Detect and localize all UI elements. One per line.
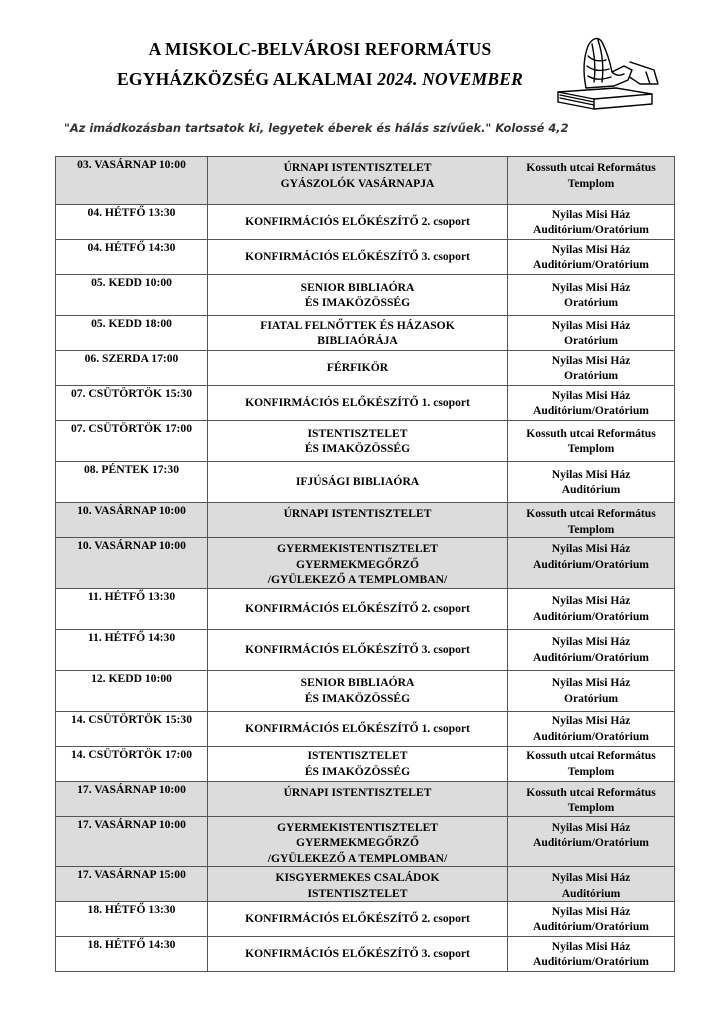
row-date: 18. HÉTFŐ 14:30 — [56, 937, 208, 972]
row-event — [208, 629, 508, 670]
event-line: GYERMEKISTENTISZTELET — [276, 820, 439, 834]
row-date: 04. HÉTFŐ 14:30 — [56, 240, 208, 275]
row-location — [508, 588, 675, 629]
schedule-row — [56, 275, 675, 316]
location-line: Auditórium/Oratórium — [533, 609, 649, 623]
row-date: 17. VASÁRNAP 15:00 — [56, 867, 208, 902]
event-line: ÉS IMAKÖZÖSSÉG — [304, 691, 411, 705]
row-location — [508, 462, 675, 503]
row-location — [508, 902, 675, 937]
schedule-row — [56, 781, 675, 816]
location-line: Nyilas Misi Ház — [551, 467, 631, 481]
event-line: KONFIRMÁCIÓS ELŐKÉSZÍTŐ 3. csoport — [245, 250, 470, 264]
location-line: Oratórium — [563, 334, 619, 347]
location-line: Nyilas Misi Ház — [551, 242, 631, 256]
title-line-1: A MISKOLC-BELVÁROSI REFORMÁTUS — [148, 39, 492, 59]
event-line: ÉS IMAKÖZÖSSÉG — [304, 296, 411, 309]
location-line: Auditórium/Oratórium — [533, 955, 649, 968]
row-date: 04. HÉTFŐ 13:30 — [56, 205, 208, 240]
event-line: KONFIRMÁCIÓS ELŐKÉSZÍTŐ 1. csoport — [245, 396, 470, 410]
row-location — [508, 503, 675, 538]
row-event — [208, 937, 508, 972]
location-line: Kossuth utcai Református — [526, 749, 656, 762]
location-line: Kossuth utcai Református — [526, 426, 656, 440]
location-line: Nyilas Misi Ház — [551, 353, 631, 367]
event-line: ÉS IMAKÖZÖSSÉG — [304, 442, 411, 455]
row-date: 17. VASÁRNAP 10:00 — [56, 781, 208, 816]
location-line: Auditórium — [561, 483, 621, 496]
schedule-row — [56, 205, 675, 240]
row-location — [508, 816, 675, 867]
row-location — [508, 670, 675, 711]
event-line: ISTENTISZTELET — [307, 426, 408, 440]
event-line: ÚRNAPI ISTENTISZTELET — [283, 785, 432, 799]
location-line: Nyilas Misi Ház — [551, 318, 631, 332]
location-line: Auditórium/Oratórium — [533, 223, 649, 236]
schedule-row — [56, 386, 675, 421]
event-line: GYERMEKMEGŐRZŐ — [295, 557, 420, 571]
event-line: KONFIRMÁCIÓS ELŐKÉSZÍTŐ 2. csoport — [245, 601, 470, 615]
bible-quote: "Az imádkozásban tartsatok ki, legyetek éberek és hálás szívűek." Kolossé 4,2 — [64, 121, 569, 135]
location-line: Nyilas Misi Ház — [551, 871, 631, 884]
title-line-2 — [40, 64, 600, 94]
event-line: FIATAL FELNŐTTEK ÉS HÁZASOK — [260, 318, 455, 332]
event-line: FÉRFIKÖR — [326, 361, 389, 375]
location-line: Nyilas Misi Ház — [551, 676, 631, 689]
location-line: Auditórium — [561, 886, 621, 900]
row-location — [508, 711, 675, 746]
location-line: Templom — [567, 764, 615, 778]
location-line: Templom — [567, 176, 615, 190]
location-line: Kossuth utcai Református — [526, 507, 656, 520]
location-line: Oratórium — [563, 369, 619, 382]
location-line: Nyilas Misi Ház — [551, 820, 631, 834]
row-event — [208, 867, 508, 902]
row-location — [508, 937, 675, 972]
event-line: ÚRNAPI ISTENTISZTELET — [283, 161, 432, 174]
row-event — [208, 386, 508, 421]
schedule-table — [55, 156, 675, 972]
row-event — [208, 902, 508, 937]
schedule-row — [56, 902, 675, 937]
row-location — [508, 316, 675, 351]
row-location — [508, 275, 675, 316]
row-location — [508, 386, 675, 421]
location-line: Auditórium/Oratórium — [533, 729, 649, 743]
row-date: 05. KEDD 10:00 — [56, 275, 208, 316]
row-event — [208, 538, 508, 589]
schedule-row — [56, 351, 675, 386]
location-line: Nyilas Misi Ház — [551, 594, 631, 607]
row-event — [208, 240, 508, 275]
row-event — [208, 275, 508, 316]
event-line: KONFIRMÁCIÓS ELŐKÉSZÍTŐ 1. csoport — [245, 721, 470, 735]
row-event — [208, 421, 508, 462]
schedule-row — [56, 462, 675, 503]
row-date: 08. PÉNTEK 17:30 — [56, 462, 208, 503]
event-line: /GYÜLEKEZŐ A TEMPLOMBAN/ — [267, 573, 448, 586]
schedule-row — [56, 157, 675, 205]
row-location — [508, 240, 675, 275]
event-line: ISTENTISZTELET — [307, 886, 408, 900]
row-date: 11. HÉTFŐ 14:30 — [56, 629, 208, 670]
row-location — [508, 746, 675, 781]
location-line: Nyilas Misi Ház — [551, 388, 631, 402]
row-location — [508, 538, 675, 589]
row-date: 07. CSÜTÖRTÖK 17:00 — [56, 421, 208, 462]
event-line: ISTENTISZTELET — [307, 749, 408, 762]
row-event — [208, 157, 508, 205]
event-line: BIBLIAÓRÁJA — [317, 334, 398, 347]
location-line: Nyilas Misi Ház — [551, 542, 631, 555]
row-event — [208, 503, 508, 538]
schedule-body — [56, 157, 675, 972]
location-line: Nyilas Misi Ház — [551, 714, 631, 727]
event-line: KISGYERMEKES CSALÁDOK — [275, 871, 440, 884]
schedule-row — [56, 816, 675, 867]
location-line: Nyilas Misi Ház — [551, 207, 631, 221]
schedule-row — [56, 240, 675, 275]
schedule-row — [56, 316, 675, 351]
schedule-row — [56, 588, 675, 629]
row-event — [208, 462, 508, 503]
location-line: Auditórium/Oratórium — [533, 836, 649, 849]
location-line: Auditórium/Oratórium — [533, 404, 649, 417]
event-line: GYERMEKMEGŐRZŐ — [295, 836, 420, 849]
row-date: 11. HÉTFŐ 13:30 — [56, 588, 208, 629]
row-location — [508, 781, 675, 816]
schedule-row — [56, 629, 675, 670]
row-event — [208, 816, 508, 867]
row-date: 05. KEDD 18:00 — [56, 316, 208, 351]
row-date: 14. CSÜTÖRTÖK 17:00 — [56, 746, 208, 781]
event-line: ÉS IMAKÖZÖSSÉG — [304, 764, 411, 778]
row-event — [208, 588, 508, 629]
location-line: Nyilas Misi Ház — [551, 904, 631, 918]
row-event — [208, 670, 508, 711]
schedule-row — [56, 711, 675, 746]
row-location — [508, 867, 675, 902]
row-date: 12. KEDD 10:00 — [56, 670, 208, 711]
event-line: IFJÚSÁGI BIBLIAÓRA — [295, 475, 420, 489]
event-line: ÚRNAPI ISTENTISZTELET — [283, 507, 432, 520]
location-line: Auditórium/Oratórium — [533, 258, 649, 271]
title-date: 2024. NOVEMBER — [377, 69, 523, 89]
schedule-row — [56, 867, 675, 902]
location-line: Auditórium/Oratórium — [533, 920, 649, 933]
location-line: Nyilas Misi Ház — [551, 280, 631, 294]
row-location — [508, 351, 675, 386]
location-line: Kossuth utcai Református — [526, 161, 656, 174]
location-line: Oratórium — [563, 691, 619, 705]
schedule-row — [56, 746, 675, 781]
schedule-row — [56, 421, 675, 462]
location-line: Oratórium — [563, 296, 619, 309]
location-line: Nyilas Misi Ház — [551, 939, 631, 953]
location-line: Auditórium/Oratórium — [533, 557, 649, 571]
schedule-row — [56, 503, 675, 538]
page-title — [40, 34, 600, 94]
event-line: SENIOR BIBLIAÓRA — [300, 280, 415, 294]
row-date: 03. VASÁRNAP 10:00 — [56, 157, 208, 205]
location-line: Templom — [567, 442, 615, 455]
row-event — [208, 711, 508, 746]
row-event — [208, 746, 508, 781]
event-line: /GYÜLEKEZŐ A TEMPLOMBAN/ — [267, 851, 448, 865]
row-location — [508, 157, 675, 205]
row-location — [508, 421, 675, 462]
event-line: KONFIRMÁCIÓS ELŐKÉSZÍTŐ 3. csoport — [245, 947, 470, 961]
event-line: GYERMEKISTENTISZTELET — [276, 542, 439, 555]
row-event — [208, 781, 508, 816]
event-line: KONFIRMÁCIÓS ELŐKÉSZÍTŐ 3. csoport — [245, 642, 470, 656]
row-date: 10. VASÁRNAP 10:00 — [56, 503, 208, 538]
schedule-row — [56, 670, 675, 711]
row-date: 06. SZERDA 17:00 — [56, 351, 208, 386]
row-date: 17. VASÁRNAP 10:00 — [56, 816, 208, 867]
row-date: 18. HÉTFŐ 13:30 — [56, 902, 208, 937]
row-event — [208, 316, 508, 351]
row-location — [508, 205, 675, 240]
event-line: KONFIRMÁCIÓS ELŐKÉSZÍTŐ 2. csoport — [245, 912, 470, 926]
row-location — [508, 629, 675, 670]
schedule-row — [56, 538, 675, 589]
title-prefix: EGYHÁZKÖZSÉG ALKALMAI — [117, 69, 378, 89]
location-line: Auditórium/Oratórium — [533, 650, 649, 664]
row-date: 14. CSÜTÖRTÖK 15:30 — [56, 711, 208, 746]
row-date: 10. VASÁRNAP 10:00 — [56, 538, 208, 589]
event-line: KONFIRMÁCIÓS ELŐKÉSZÍTŐ 2. csoport — [245, 215, 470, 229]
praying-hands-on-bible-icon — [554, 32, 664, 116]
event-line: SENIOR BIBLIAÓRA — [300, 676, 415, 689]
row-event — [208, 205, 508, 240]
schedule-row — [56, 937, 675, 972]
location-line: Nyilas Misi Ház — [551, 635, 631, 648]
event-line: GYÁSZOLÓK VASÁRNAPJA — [280, 176, 435, 190]
row-date: 07. CSÜTÖRTÖK 15:30 — [56, 386, 208, 421]
row-event — [208, 351, 508, 386]
location-line: Templom — [567, 522, 615, 536]
location-line: Kossuth utcai Református — [526, 785, 656, 799]
location-line: Templom — [567, 801, 615, 814]
